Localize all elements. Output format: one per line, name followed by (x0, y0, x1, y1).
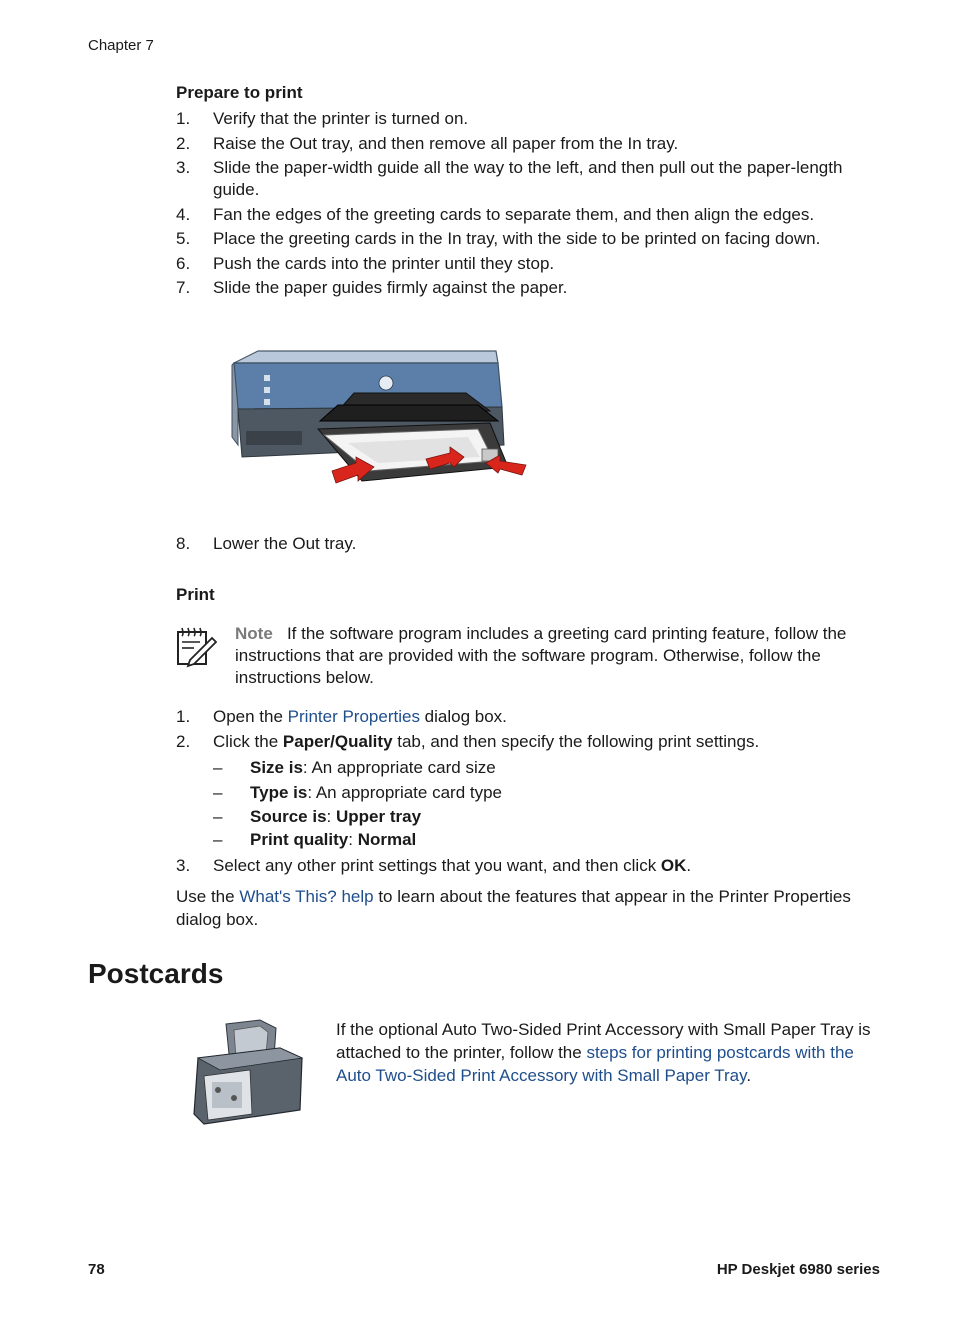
postcards-heading: Postcards (88, 958, 224, 989)
postcards-paragraph: If the optional Auto Two-Sided Print Accessory with Small Paper Tray is attached to the printer, follow the steps for printing postcards with the Auto Two-Sided Print Accessory with Small Paper Tray. (336, 1020, 871, 1085)
whats-this-help-link[interactable]: What's This? help (239, 887, 374, 906)
product-name: HP Deskjet 6980 series (716, 1261, 880, 1278)
print-heading: Print (176, 585, 215, 604)
printer-loading-cards-illustration (228, 345, 532, 489)
prepare-heading: Prepare to print (176, 83, 303, 102)
printer-properties-link[interactable]: Printer Properties (287, 707, 420, 726)
postcards-steps-link[interactable]: steps for printing postcards with the Auto Two-Sided Print Accessory with Small Paper Tray (336, 1043, 854, 1085)
note-icon (176, 626, 218, 668)
note-text: Note If the software program includes a greeting card printing feature, follow the instructions that are provided with the software program. Otherwise, follow the instructions below. (235, 624, 847, 687)
duplex-accessory-illustration (190, 1018, 310, 1128)
page-number: 78 (88, 1261, 105, 1278)
chapter-label: Chapter 7 (88, 37, 154, 54)
help-paragraph: Use the What's This? help to learn about the features that appear in the Printer Properties dialog box. (176, 887, 851, 929)
